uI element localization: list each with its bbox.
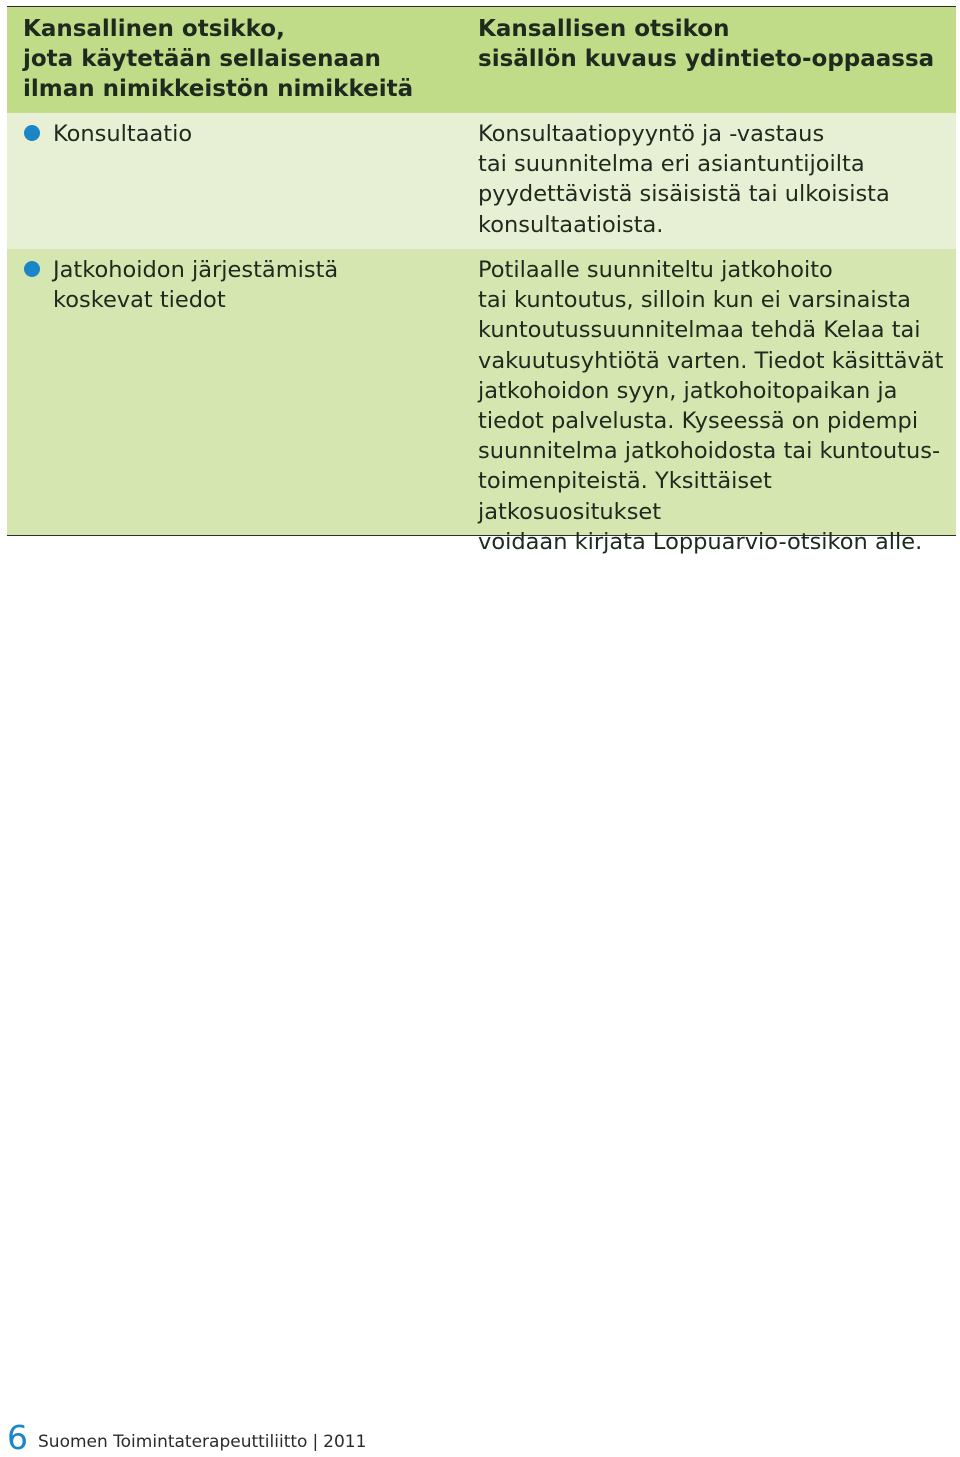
header-national-heading: Kansallinen otsikko, jota käytetään sellaisenaan ilman nimikkeistön nimikkeitä xyxy=(23,16,414,102)
page-number: 6 xyxy=(7,1418,28,1457)
term-description: Potilaalle suunniteltu jatkohoito tai kuntoutus, silloin kun ei varsinaista kuntoutussuunnitelmaa tehdä Kelaa tai vakuutusyhtiötä varten. Tiedot käsittävät jatkohoidon syyn, jatkohoitopaikan ja tiedot palvelusta. Kyseessä on pidempi suunnitelma jatkohoidosta tai kuntoutus- toimenpiteistä. Yksittäiset jatkosuositukset voidaan kirjata Loppuarvio-otsikon alle. xyxy=(478,257,944,555)
page-footer xyxy=(7,1418,367,1457)
bullet-icon xyxy=(24,261,40,277)
term-description: Konsultaatiopyyntö ja -vastaus tai suunnitelma eri asiantuntijoilta pyydettävistä sisäisistä tai ulkoisista konsultaatioista. xyxy=(478,121,890,238)
headings-table xyxy=(7,6,956,555)
term-label: Jatkohoidon järjestämistä koskevat tiedot xyxy=(53,257,339,314)
footer-year: 2011 xyxy=(323,1432,367,1452)
table-row xyxy=(7,113,956,249)
footer-separator: | xyxy=(312,1432,319,1452)
table-header-row xyxy=(7,7,956,113)
footer-publisher: Suomen Toimintaterapeuttiliitto xyxy=(38,1432,308,1452)
term-cell xyxy=(7,113,462,249)
bullet-icon xyxy=(24,125,40,141)
term-label: Konsultaatio xyxy=(53,121,193,147)
table-row xyxy=(7,249,956,555)
term-cell xyxy=(7,249,462,535)
header-content-description: Kansallisen otsikon sisällön kuvaus ydintieto-oppaassa xyxy=(478,16,935,72)
